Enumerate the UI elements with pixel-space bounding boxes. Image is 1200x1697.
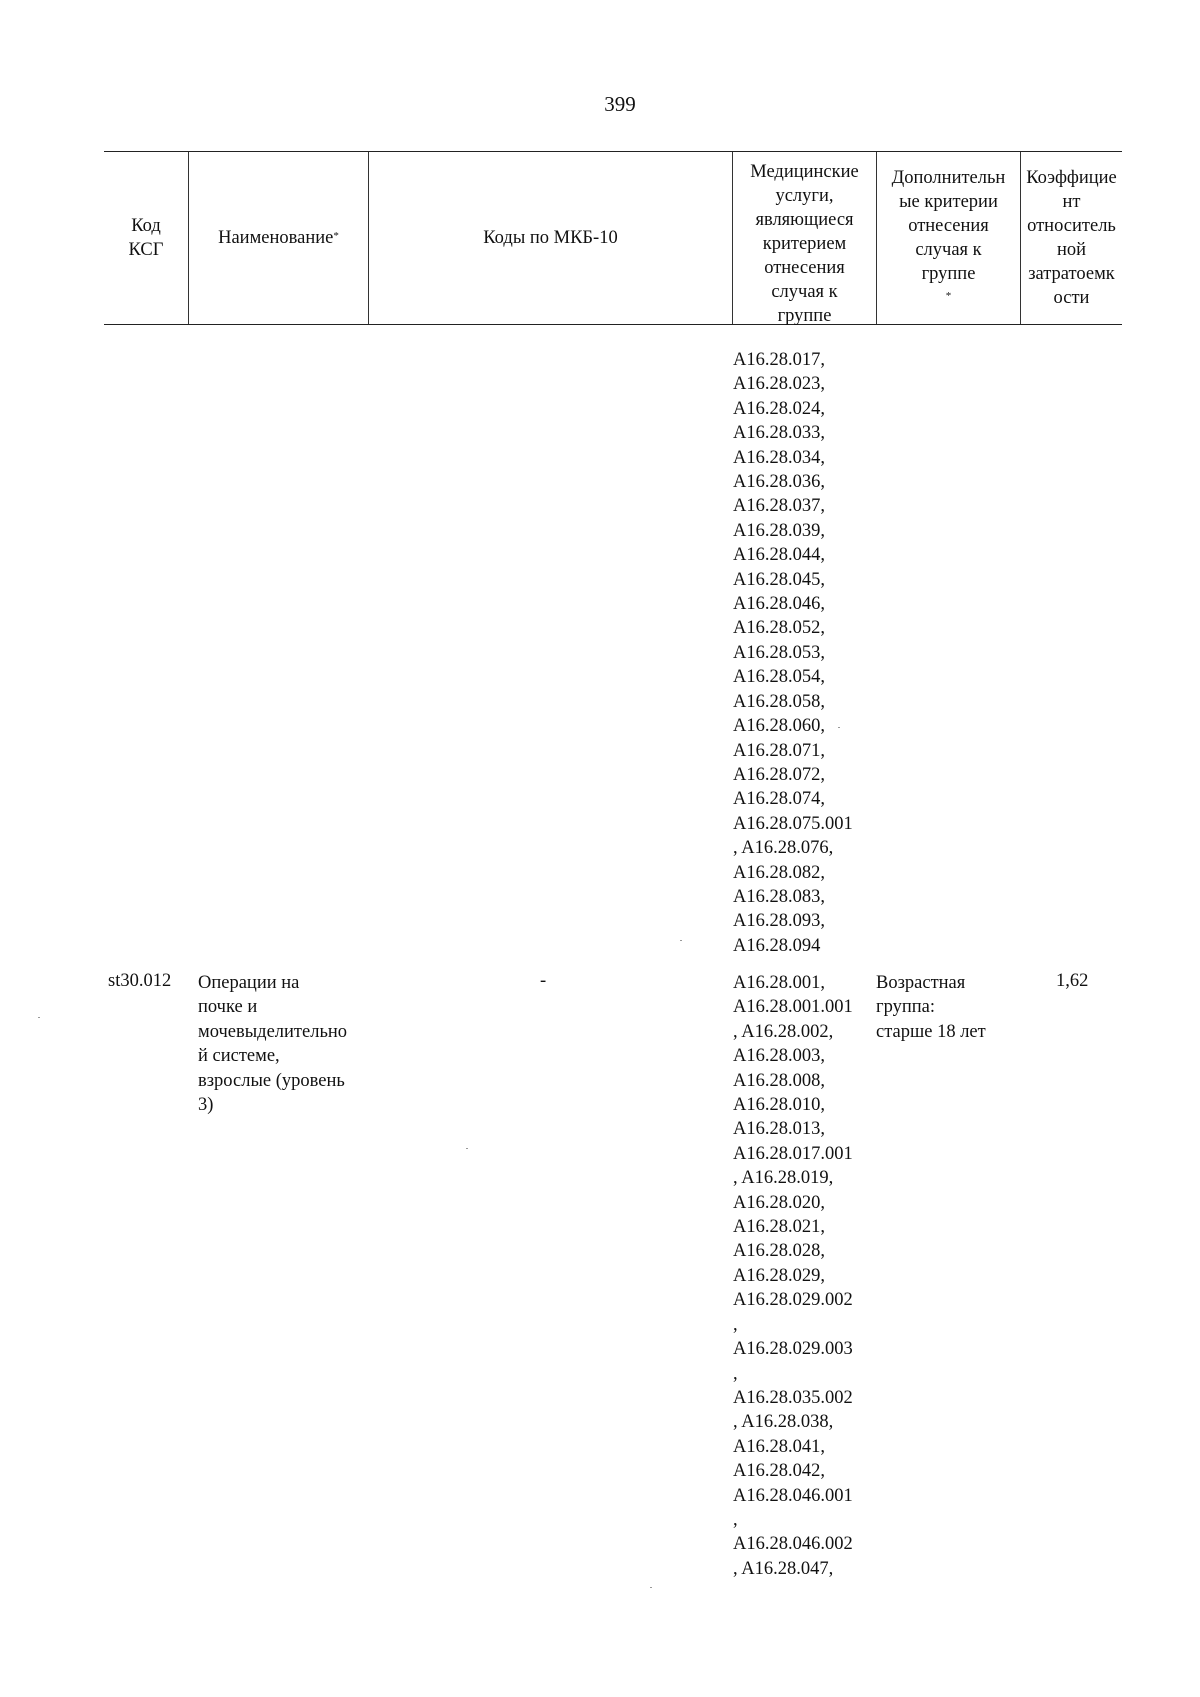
services-continuation: A16.28.017, A16.28.023, A16.28.024, A16.28.033, A16.28.034, A16.28.036, A16.28.037, A16.28.039, A16.28.044, A16.28.045, A16.28.046, A16.28.052, A16.28.053, A16.28.054, A16.28.058, A16.28.060, A16.28.071, A16.28.072, A16.28.074, A16.28.075.001 , A16.28.076, A16.28.082, A16.28.083, A16.28.093, A16.28.094	[733, 350, 853, 956]
scan-speck	[466, 1148, 468, 1149]
footnote-mark: *	[333, 230, 339, 242]
footnote-mark: *	[945, 290, 952, 302]
header-med-services: Медицинские услуги, являющиеся критерием отнесения случая к группе	[732, 152, 876, 324]
scan-speck	[680, 940, 682, 941]
page-number: 399	[604, 92, 636, 116]
scan-speck	[650, 1587, 652, 1588]
med-services-cell: A16.28.001, A16.28.001.001 , A16.28.002, A16.28.003, A16.28.008, A16.28.010, A16.28.013, A16.28.017.001 , A16.28.019, A16.28.020, A16.28.021, A16.28.028, A16.28.029, A16.28.029.002 , A16.28.029.003 , A16.28.035.002 , A16.28.038, A16.28.041, A16.28.042, A16.28.046.001 , A16.28.046.002 , A16.28.047,	[733, 973, 853, 1579]
ksg-name-cell: Операции на почке и мочевыделительно й системе, взрослые (уровень 3)	[198, 973, 348, 1116]
mkb-codes-cell: -	[540, 971, 547, 991]
header-coefficient: Коэффицие нт относитель ной затратоемк ости	[1020, 152, 1122, 324]
header-name: Наименование*	[188, 152, 368, 324]
ksg-code-cell: st30.012	[108, 971, 172, 991]
coefficient-cell: 1,62	[1056, 971, 1089, 991]
table-header	[104, 151, 1122, 325]
header-ksg-code: Код КСГ	[128, 216, 164, 260]
scan-speck	[38, 1017, 40, 1018]
scan-speck	[838, 727, 840, 728]
header-additional-criteria: Дополнительн ые критерии отнесения случая к группе *	[876, 152, 1020, 324]
header-mkb-codes: Коды по МКБ-10	[368, 152, 732, 324]
additional-criteria-cell: Возрастная группа: старше 18 лет	[876, 973, 986, 1042]
